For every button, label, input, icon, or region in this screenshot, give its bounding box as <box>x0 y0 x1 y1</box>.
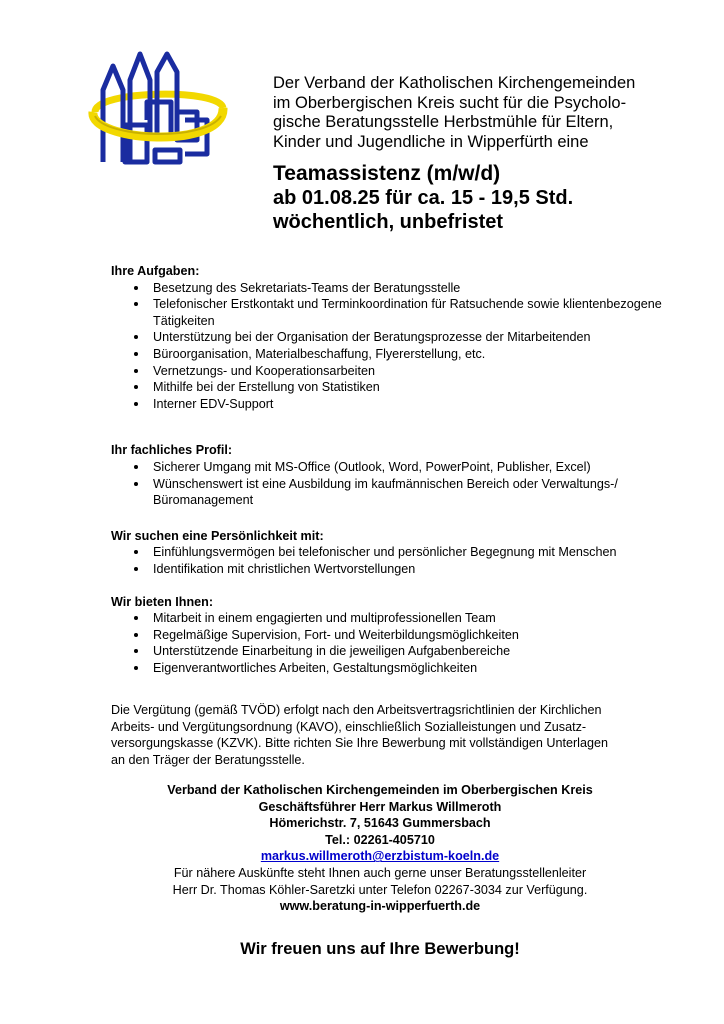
section-heading: Wir bieten Ihnen: <box>111 594 214 609</box>
list-item: Wünschenswert ist eine Ausbildung im kaufmännischen Bereich oder Verwaltungs-/ Büromanagement <box>111 476 671 509</box>
contact-org: Verband der Katholischen Kirchengemeinden im Oberbergischen Kreis <box>167 783 593 797</box>
job-title: Teamassistenz (m/w/d) <box>273 162 501 185</box>
section-offer <box>111 594 671 677</box>
salary-paragraph <box>111 702 651 768</box>
paragraph-line: Die Vergütung (gemäß TVÖD) erfolgt nach den Arbeitsvertragsrichtlinien der Kirchlichen <box>111 703 602 717</box>
list-item: Einfühlungsvermögen bei telefonischer und persönlicher Begegnung mit Menschen <box>111 544 671 561</box>
intro-line: Der Verband der Katholischen Kirchengemeinden <box>273 74 636 92</box>
intro-line: gische Beratungsstelle Herbstmühle für Eltern, <box>273 113 614 131</box>
job-title-block <box>273 162 703 234</box>
list-item: Vernetzungs- und Kooperationsarbeiten <box>111 363 671 380</box>
contact-phone: Tel.: 02261-405710 <box>325 832 435 847</box>
organization-logo <box>85 50 230 170</box>
section-personality <box>111 528 671 578</box>
intro-text <box>273 74 693 152</box>
paragraph-line: Arbeits- und Vergütungsordnung (KAVO), einschließlich Sozialleistungen und Zusatz- <box>111 719 587 734</box>
closing-text: Wir freuen uns auf Ihre Bewerbung! <box>240 940 520 958</box>
list-item: Telefonischer Erstkontakt und Terminkoordination für Ratsuchende sowie klientenbezogene Tätigkeiten <box>111 296 671 329</box>
list-item: Interner EDV-Support <box>111 396 671 413</box>
list-item: Identifikation mit christlichen Wertvorstellungen <box>111 561 671 578</box>
intro-line: Kinder und Jugendliche in Wipperfürth eine <box>273 132 589 151</box>
paragraph-line: an den Träger der Beratungsstelle. <box>111 752 305 767</box>
list-item: Regelmäßige Supervision, Fort- und Weiterbildungsmöglichkeiten <box>111 627 671 644</box>
website-link[interactable]: www.beratung-in-wipperfuerth.de <box>279 899 481 914</box>
contact-info-line: Für nähere Auskünfte steht Ihnen auch gerne unser Beratungsstellenleiter <box>173 865 587 880</box>
paragraph-line: versorgungskasse (KZVK). Bitte richten Sie Ihre Bewerbung mit vollständigen Unterlagen <box>111 736 608 751</box>
list-item: Unterstützende Einarbeitung in die jeweiligen Aufgabenbereiche <box>111 643 671 660</box>
contact-address: Hömerichstr. 7, 51643 Gummersbach <box>269 816 491 831</box>
list-item: Mithilfe bei der Erstellung von Statistiken <box>111 379 671 396</box>
section-tasks <box>111 263 671 412</box>
list-item: Sicherer Umgang mit MS-Office (Outlook, Word, PowerPoint, Publisher, Excel) <box>111 459 671 476</box>
section-profile <box>111 442 671 508</box>
section-heading: Ihr fachliches Profil: <box>111 443 233 458</box>
list-item: Besetzung des Sekretariats-Teams der Beratungsstelle <box>111 280 671 297</box>
section-heading: Wir suchen eine Persönlichkeit mit: <box>111 528 324 543</box>
list-item: Eigenverantwortliches Arbeiten, Gestaltungsmöglichkeiten <box>111 660 671 677</box>
job-subtitle-line: wöchentlich, unbefristet <box>273 211 504 233</box>
job-subtitle-line: ab 01.08.25 für ca. 15 - 19,5 Std. <box>273 187 574 209</box>
contact-block <box>100 782 660 915</box>
job-sections <box>111 263 671 699</box>
contact-info-line: Herr Dr. Thomas Köhler-Saretzki unter Telefon 02267-3034 zur Verfügung. <box>172 882 588 897</box>
intro-line: im Oberbergischen Kreis sucht für die Psycholo- <box>273 93 627 112</box>
section-heading: Ihre Aufgaben: <box>111 264 200 278</box>
list-item: Mitarbeit in einem engagierten und multiprofessionellen Team <box>111 610 671 627</box>
contact-manager: Geschäftsführer Herr Markus Willmeroth <box>258 799 502 814</box>
contact-email-link[interactable]: markus.willmeroth@erzbistum-koeln.de <box>260 849 500 864</box>
list-item: Unterstützung bei der Organisation der Beratungsprozesse der Mitarbeitenden <box>111 329 671 346</box>
list-item: Büroorganisation, Materialbeschaffung, Flyererstellung, etc. <box>111 346 671 363</box>
